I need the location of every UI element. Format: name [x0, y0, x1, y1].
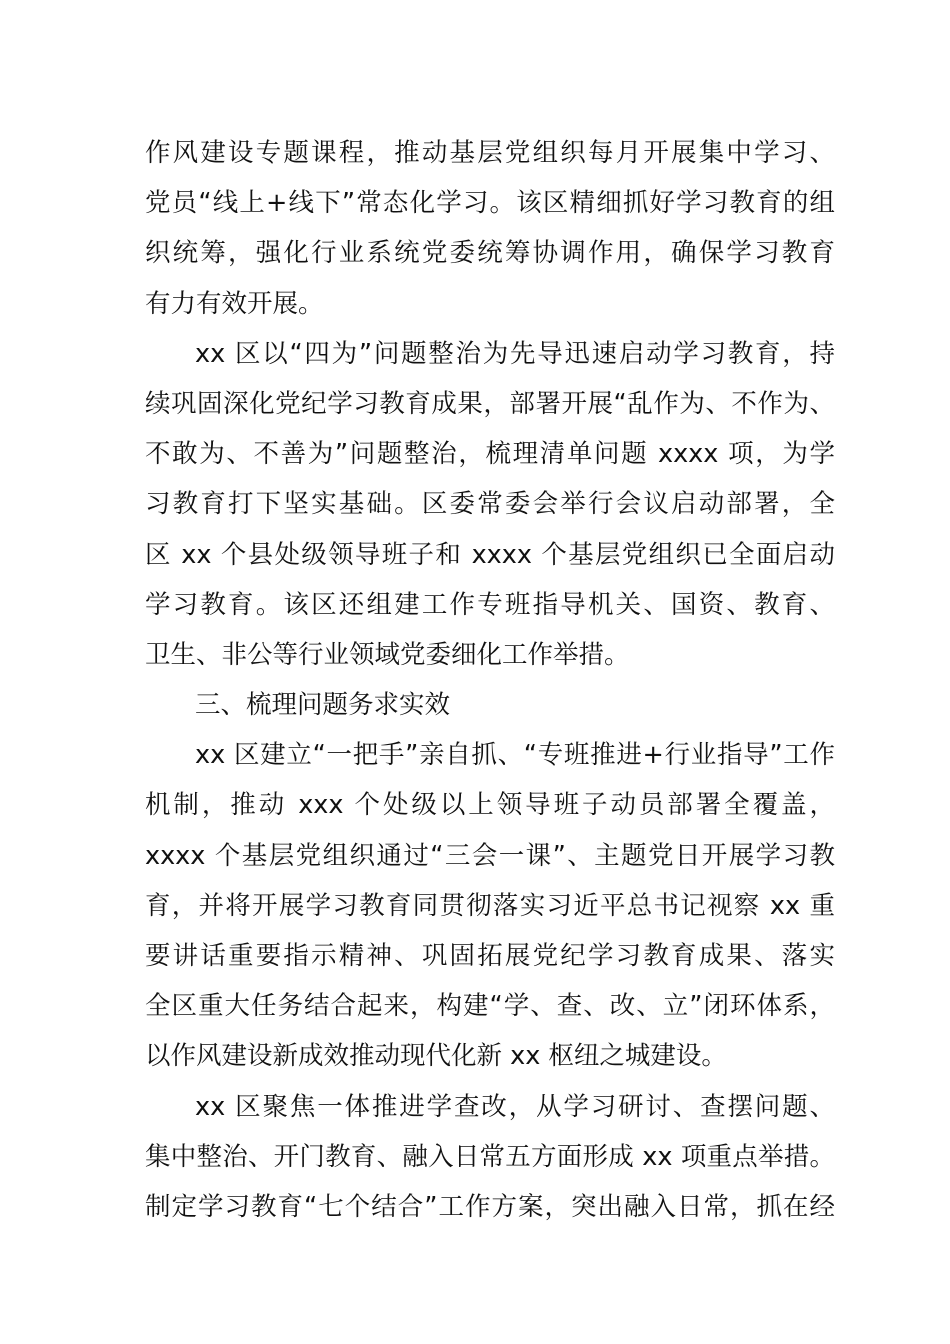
- text-line: xxxx 个基层党组织通过“三会一课”、主题党日开展学习教: [145, 840, 835, 871]
- text-line: 以作风建设新成效推动现代化新 xx 枢纽之城建设。: [145, 1041, 727, 1072]
- text-line: 制定学习教育“七个结合”工作方案，突出融入日常，抓在经: [145, 1191, 835, 1222]
- text-line: 要讲话重要指示精神、巩固拓展党纪学习教育成果、落实: [145, 941, 835, 971]
- text-line: 全区重大任务结合起来，构建“学、查、改、立”闭环体系，: [145, 991, 835, 1022]
- text-line: 作风建设专题课程，推动基层党组织每月开展集中学习、: [145, 138, 835, 168]
- text-line: 学习教育。该区还组建工作专班指导机关、国资、教育、: [145, 589, 835, 620]
- text-line: 有力有效开展。: [145, 288, 324, 319]
- text-line: 党员“线上+线下”常态化学习。该区精细抓好学习教育的组: [145, 188, 835, 219]
- text-line: xx 区建立“一把手”亲自抓、“专班推进+行业指导”工作: [195, 740, 835, 771]
- text-line: 织统筹，强化行业系统党委统筹协调作用，确保学习教育: [145, 238, 835, 269]
- text-line: 集中整治、开门教育、融入日常五方面形成 xx 项重点举措。: [145, 1141, 835, 1172]
- text-line: 区 xx 个县处级领导班子和 xxxx 个基层党组织已全面启动: [145, 539, 835, 570]
- text-line: xx 区以“四为”问题整治为先导迅速启动学习教育，持: [195, 338, 835, 369]
- text-line: 不敢为、不善为”问题整治，梳理清单问题 xxxx 项，为学: [145, 439, 835, 470]
- text-line: 育，并将开展学习教育同贯彻落实习近平总书记视察 xx 重: [145, 890, 835, 921]
- text-line: 机制，推动 xxx 个处级以上领导班子动员部署全覆盖，: [145, 790, 835, 821]
- text-line: xx 区聚焦一体推进学查改，从学习研讨、查摆问题、: [195, 1091, 835, 1122]
- section-heading: 三、梳理问题务求实效: [195, 690, 451, 721]
- text-line: 习教育打下坚实基础。区委常委会举行会议启动部署，全: [145, 489, 835, 520]
- text-line: 续巩固深化党纪学习教育成果，部署开展“乱作为、不作为、: [145, 388, 835, 419]
- text-line: 卫生、非公等行业领域党委细化工作举措。: [145, 639, 630, 670]
- document-body: [145, 128, 835, 1232]
